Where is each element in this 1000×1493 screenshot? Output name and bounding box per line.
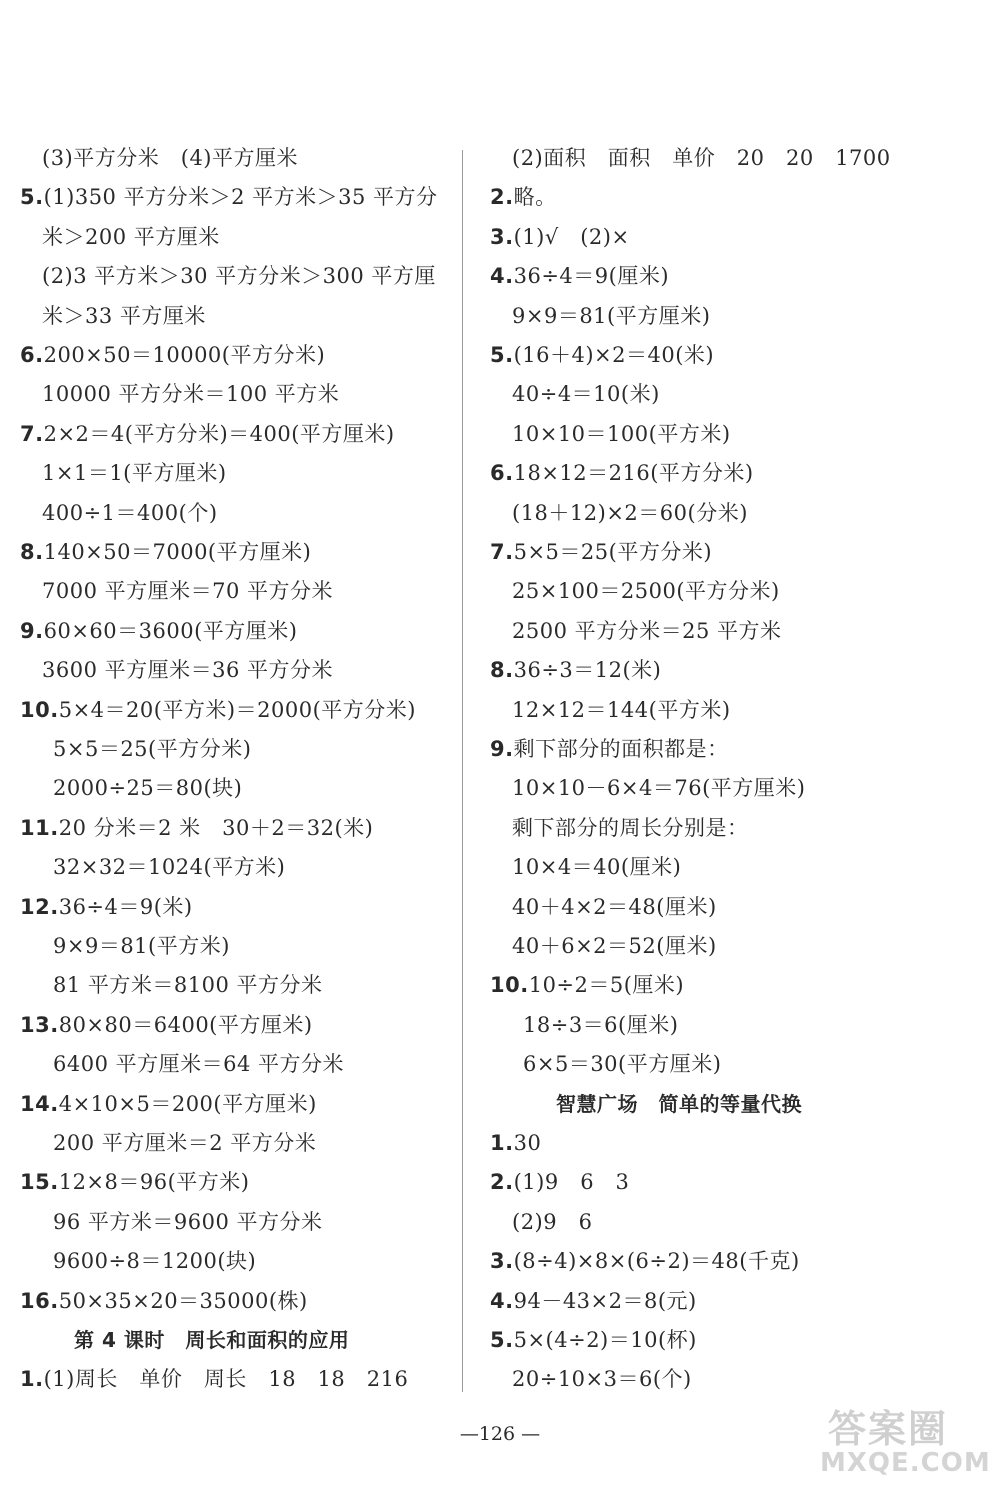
- left-column-answer-line: [42, 499, 218, 527]
- left-column-answer-line: [42, 302, 206, 330]
- left-column-answer-line: [42, 577, 333, 605]
- answer-text: 9×9＝81(平方米): [53, 934, 230, 958]
- watermark: [800, 1398, 996, 1490]
- answer-text: 40＋4×2＝48(厘米): [512, 894, 717, 919]
- right-column-answer-line: [490, 1247, 800, 1275]
- right-column-answer-line: [512, 144, 891, 172]
- question-number: 7.: [20, 421, 44, 446]
- answer-text: 140×50＝7000(平方厘米): [43, 540, 312, 564]
- answer-text: 智慧广场 简单的等量代换: [556, 1091, 802, 1116]
- question-number: 5.: [490, 343, 514, 367]
- left-column-answer-line: [53, 1247, 256, 1275]
- answer-text: 10÷2＝5(厘米): [528, 973, 685, 998]
- right-column-answer-line: [512, 932, 717, 960]
- question-number: 3.: [490, 1249, 514, 1274]
- answer-text: 94－43×2＝8(元): [513, 1288, 697, 1313]
- right-column-answer-line: [490, 459, 754, 487]
- right-column-answer-line: [512, 774, 805, 802]
- left-column-answer-line: [42, 656, 333, 684]
- answer-text: 18×12＝216(平方分米): [513, 461, 754, 486]
- answer-text: 2500 平方分米＝25 平方米: [512, 618, 782, 643]
- answer-text: 20 分米＝2 米 30＋2＝32(米): [58, 815, 374, 840]
- answer-text: 80×80＝6400(平方厘米): [58, 1012, 313, 1037]
- answer-text: 20÷10×3＝6(个): [512, 1367, 692, 1392]
- question-number: 6.: [20, 343, 44, 367]
- answer-text: 36÷4＝9(米): [58, 894, 193, 919]
- question-number: 13.: [20, 1012, 59, 1037]
- question-number: 6.: [490, 461, 514, 486]
- right-column-answer-line: [512, 617, 782, 645]
- answer-text: 25×100＝2500(平方分米): [512, 579, 780, 604]
- answer-text: 5×5＝25(平方分米): [513, 540, 713, 564]
- question-number: 2.: [490, 1170, 514, 1195]
- answer-text: (1)周长 单价 周长 18 18 216: [43, 1367, 409, 1392]
- answer-text: (2)3 平方米＞30 平方分米＞300 平方厘: [42, 264, 436, 289]
- answer-text: (2)9 6: [512, 1209, 593, 1234]
- question-number: 5.: [20, 185, 44, 210]
- question-number: 8.: [490, 658, 514, 683]
- right-column-answer-line: [512, 420, 731, 448]
- question-number: 9.: [20, 618, 44, 643]
- left-column-answer-line: [20, 1287, 308, 1315]
- answer-text: 60×60＝3600(平方厘米): [43, 618, 298, 643]
- left-column-answer-line: [53, 1050, 344, 1078]
- watermark-logo: 答案圈: [828, 1407, 949, 1451]
- right-column-answer-line: [523, 1050, 721, 1078]
- question-number: 5.: [490, 1328, 514, 1352]
- left-column-answer-line: [20, 1168, 250, 1196]
- right-column-answer-line: [490, 1287, 697, 1315]
- right-column-answer-line: [512, 696, 731, 724]
- answer-text: 略。: [513, 185, 557, 210]
- question-number: 8.: [20, 540, 44, 564]
- left-column-answer-line: [42, 223, 220, 251]
- left-column-answer-line: [20, 1090, 317, 1118]
- right-column-answer-line: [512, 853, 681, 881]
- left-column-answer-line: [20, 696, 416, 724]
- answer-text: 第 4 课时 周长和面积的应用: [74, 1328, 350, 1352]
- question-number: 16.: [20, 1288, 59, 1313]
- right-column-answer-line: [490, 262, 669, 290]
- left-column-answer-line: [20, 538, 311, 566]
- answer-text: (2)面积 面积 单价 20 20 1700: [512, 146, 891, 170]
- answer-text: 40＋6×2＝52(厘米): [512, 934, 717, 958]
- right-column-answer-line: [523, 1011, 678, 1039]
- right-column-answer-line: [512, 302, 710, 330]
- right-column-answer-line: [490, 735, 729, 763]
- answer-text: (1)√ (2)×: [513, 224, 630, 249]
- answer-text: 9600÷8＝1200(块): [53, 1249, 257, 1274]
- answer-text: 32×32＝1024(平方米): [53, 855, 286, 880]
- answer-text: 剩下部分的周长分别是：: [512, 815, 749, 840]
- left-column-answer-line: [20, 1011, 313, 1039]
- answer-text: 30: [513, 1131, 542, 1155]
- answer-text: 200 平方厘米＝2 平方分米: [53, 1131, 317, 1155]
- left-column-answer-line: [53, 932, 230, 960]
- answer-text: 9×9＝81(平方厘米): [512, 303, 711, 328]
- right-column-answer-line: [490, 183, 557, 211]
- answer-text: 3600 平方厘米＝36 平方分米: [42, 658, 334, 683]
- answer-text: 96 平方米＝9600 平方分米: [53, 1209, 323, 1234]
- right-column-answer-line: [512, 1208, 592, 1236]
- left-column-answer-line: [20, 420, 395, 448]
- answer-text: 200×50＝10000(平方分米): [43, 343, 326, 367]
- left-column-answer-line: [20, 341, 325, 369]
- right-column-answer-line: [512, 499, 748, 527]
- question-number: 2.: [490, 185, 514, 210]
- answer-text: 50×35×20＝35000(株): [58, 1288, 308, 1313]
- answer-text: 米＞33 平方厘米: [42, 303, 206, 328]
- answer-text: 10000 平方分米＝100 平方米: [42, 382, 340, 407]
- left-column-answer-line: [20, 617, 297, 645]
- left-column-answer-line: [42, 459, 227, 487]
- question-number: 7.: [490, 540, 514, 564]
- question-number: 4.: [490, 1288, 514, 1313]
- answer-text: 剩下部分的面积都是：: [513, 737, 729, 761]
- column-divider: [462, 150, 463, 1392]
- answer-text: (8÷4)×8×(6÷2)＝48(千克): [513, 1249, 800, 1274]
- answer-text: 5×4＝20(平方米)＝2000(平方分米): [58, 697, 416, 722]
- answer-text: 36÷4＝9(厘米): [513, 264, 670, 289]
- answer-text: (3)平方分米 (4)平方厘米: [42, 146, 298, 170]
- answer-text: (1)9 6 3: [513, 1170, 630, 1195]
- right-column-answer-line: [512, 577, 780, 605]
- answer-text: 400÷1＝400(个): [42, 500, 218, 525]
- right-column-answer-line: [490, 971, 684, 999]
- right-column-answer-line: [512, 814, 749, 842]
- answer-text: 7000 平方厘米＝70 平方分米: [42, 579, 334, 604]
- left-column-answer-line: [42, 380, 339, 408]
- right-column-answer-line: [512, 893, 717, 921]
- answer-text: 40÷4＝10(米): [512, 382, 660, 407]
- left-column-answer-line: [20, 814, 373, 842]
- answer-text: 10×4＝40(厘米): [512, 855, 682, 880]
- left-column-answer-line: [53, 774, 242, 802]
- answer-text: 2000÷25＝80(块): [53, 776, 243, 801]
- answer-text: 5×5＝25(平方分米): [53, 737, 252, 761]
- answer-text: 12×12＝144(平方米): [512, 697, 731, 722]
- question-number: 10.: [490, 973, 529, 998]
- right-column-section-heading: [556, 1090, 802, 1118]
- question-number: 15.: [20, 1170, 59, 1195]
- left-column-answer-line: [20, 893, 193, 921]
- answer-text: 1×1＝1(平方厘米): [42, 461, 227, 486]
- answer-text: 10×10－6×4＝76(平方厘米): [512, 776, 806, 801]
- question-number: 10.: [20, 697, 59, 722]
- left-column-answer-line: [53, 971, 323, 999]
- left-column-answer-line: [20, 1365, 408, 1393]
- right-column-answer-line: [490, 1326, 697, 1354]
- right-column-answer-line: [490, 656, 661, 684]
- right-column-answer-line: [490, 1129, 541, 1157]
- right-column-answer-line: [512, 380, 660, 408]
- answer-text: 4×10×5＝200(平方厘米): [58, 1091, 317, 1116]
- question-number: 3.: [490, 224, 514, 249]
- answer-text: 81 平方米＝8100 平方分米: [53, 973, 323, 998]
- answer-text: 5×(4÷2)＝10(杯): [513, 1328, 697, 1352]
- question-number: 4.: [490, 264, 514, 289]
- question-number: 1.: [20, 1367, 44, 1392]
- answer-text: 12×8＝96(平方米): [58, 1170, 250, 1195]
- left-column-section-heading: [74, 1326, 349, 1354]
- left-column-answer-line: [42, 262, 436, 290]
- right-column-answer-line: [490, 1168, 629, 1196]
- question-number: 14.: [20, 1091, 59, 1116]
- left-column-answer-line: [53, 853, 285, 881]
- left-column-answer-line: [53, 1129, 316, 1157]
- answer-text: 米＞200 平方厘米: [42, 224, 220, 249]
- watermark-url: MXQE.COM: [820, 1448, 991, 1478]
- left-column-answer-line: [20, 183, 438, 211]
- answer-text: (1)350 平方分米＞2 平方米＞35 平方分: [43, 185, 438, 210]
- right-column-answer-line: [512, 1365, 692, 1393]
- question-number: 9.: [490, 737, 514, 761]
- right-column-answer-line: [490, 341, 714, 369]
- question-number: 12.: [20, 894, 59, 919]
- answer-text: 10×10＝100(平方米): [512, 421, 731, 446]
- answer-text: 2×2＝4(平方分米)＝400(平方厘米): [43, 421, 395, 446]
- answer-text: 36÷3＝12(米): [513, 658, 662, 683]
- left-column-answer-line: [53, 1208, 323, 1236]
- answer-text: (18＋12)×2＝60(分米): [512, 500, 748, 525]
- answer-text: 18÷3＝6(厘米): [523, 1012, 679, 1037]
- answer-text: 6400 平方厘米＝64 平方分米: [53, 1052, 345, 1077]
- question-number: 1.: [490, 1131, 514, 1155]
- right-column-answer-line: [490, 538, 712, 566]
- left-column-answer-line: [53, 735, 251, 763]
- right-column-answer-line: [490, 223, 630, 251]
- left-column-answer-line: [42, 144, 298, 172]
- page-number: —126 —: [459, 1423, 541, 1445]
- question-number: 11.: [20, 815, 59, 840]
- answer-text: (16＋4)×2＝40(米): [513, 343, 715, 367]
- answer-text: 6×5＝30(平方厘米): [523, 1052, 722, 1077]
